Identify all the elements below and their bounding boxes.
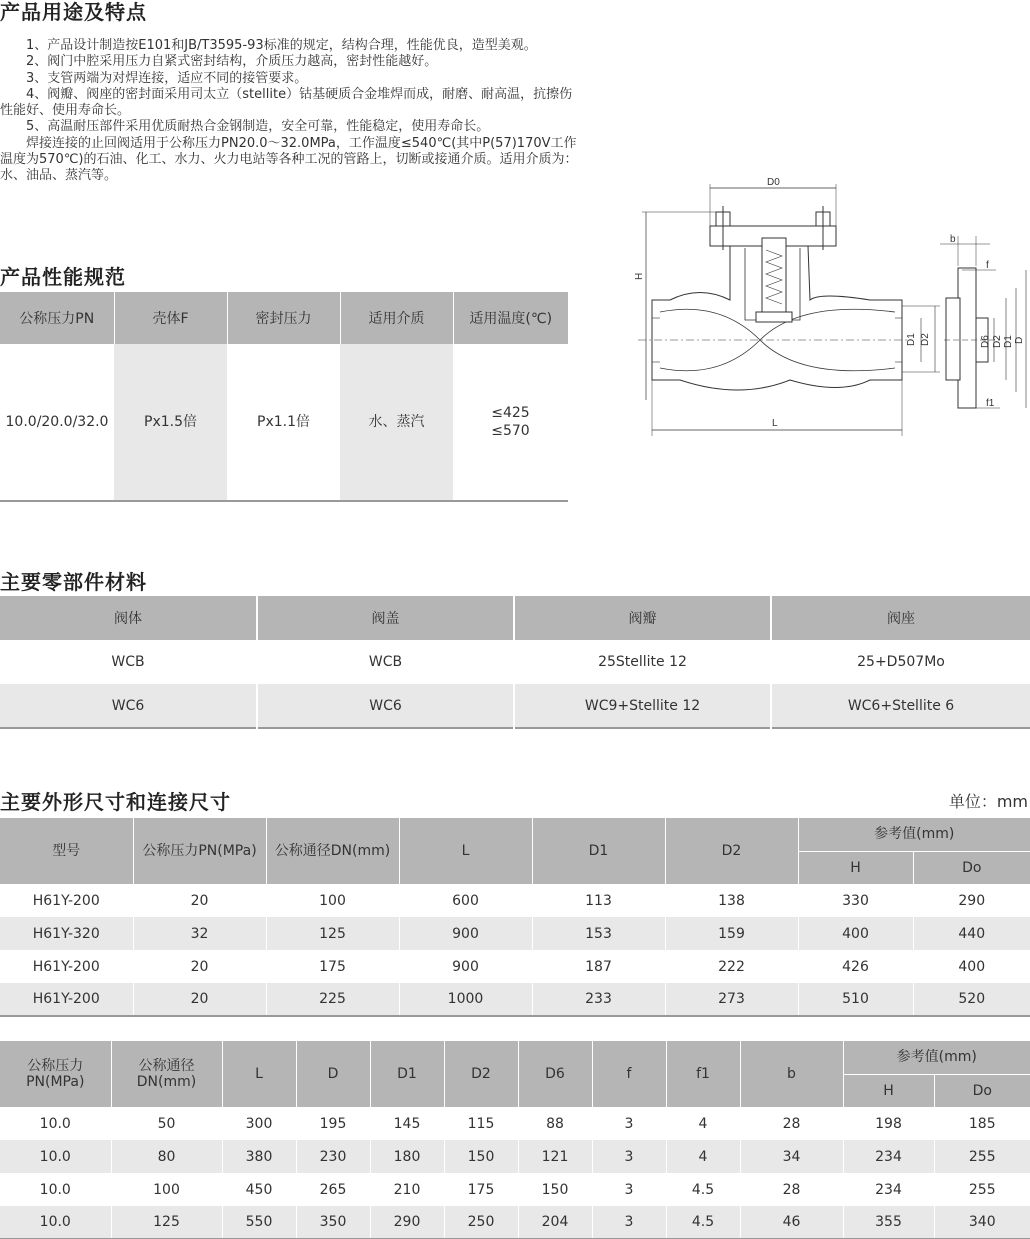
- uses-paragraph: 4、阀瓣、阀座的密封面采用司太立（stellite）钴基硬质合金堆焊而成，耐磨、耐高温，抗擦伤性能好、使用寿命长。: [0, 86, 573, 119]
- dim-label-d1: D1: [906, 333, 917, 346]
- perf-temp-1: ≤425: [491, 405, 530, 421]
- table-cell: 150: [444, 1140, 518, 1173]
- table-cell: 330: [798, 884, 913, 917]
- section-title-uses: 产品用途及特点: [0, 0, 147, 24]
- table-cell: 290: [370, 1206, 444, 1239]
- table-cell: 234: [843, 1140, 934, 1173]
- dim2-header-h: H: [843, 1074, 934, 1107]
- dim1-header-d2: D2: [665, 818, 798, 884]
- table-cell: 150: [518, 1173, 592, 1206]
- table-cell: 510: [798, 983, 913, 1016]
- table-row: [0, 950, 1030, 983]
- uses-paragraph: 3、支管两端为对焊连接，适应不同的接管要求。: [0, 70, 308, 86]
- dimensions-table-1: [0, 818, 1030, 1017]
- table-row: [0, 1173, 1030, 1206]
- table-cell: 175: [266, 950, 399, 983]
- table-cell: 138: [665, 884, 798, 917]
- table-cell: 440: [958, 925, 986, 942]
- dim1-header-h: H: [798, 851, 913, 884]
- dim2-header-d1: D1: [370, 1041, 444, 1107]
- dim2-header-dn: 公称通径DN(mm): [111, 1041, 222, 1107]
- table-cell: H61Y-200: [0, 950, 133, 983]
- table-cell: 125: [111, 1206, 222, 1239]
- table-cell: 198: [843, 1107, 934, 1140]
- dim1-header-l: L: [399, 818, 532, 884]
- dim-label-right-d1: D1: [1003, 335, 1014, 348]
- table-cell: 10.0: [0, 1173, 111, 1206]
- table-cell: 20: [133, 950, 266, 983]
- table-cell: 4.5: [666, 1173, 740, 1206]
- materials-cell: WC6: [0, 684, 257, 728]
- table-cell: 180: [370, 1140, 444, 1173]
- table-cell: 159: [665, 917, 798, 950]
- table-cell: 4: [666, 1107, 740, 1140]
- dim2-header-f: f: [592, 1041, 666, 1107]
- table-cell: 230: [296, 1140, 370, 1173]
- table-cell: 80: [111, 1140, 222, 1173]
- table-cell: 46: [740, 1206, 843, 1239]
- dim1-header-do: Do: [913, 851, 1030, 884]
- table-cell: 88: [518, 1107, 592, 1140]
- dim-label-h: H: [634, 272, 645, 280]
- dim-label-f1: f1: [986, 398, 995, 409]
- table-cell: 100: [111, 1173, 222, 1206]
- dim2-header-do: Do: [934, 1074, 1030, 1107]
- perf-header-pn: 公称压力PN: [0, 292, 114, 344]
- table-cell: 290: [958, 892, 986, 909]
- table-cell: 900: [399, 950, 532, 983]
- dim2-header-f1: f1: [666, 1041, 740, 1107]
- table-cell: 115: [444, 1107, 518, 1140]
- dim2-header-d2: D2: [444, 1041, 518, 1107]
- table-cell: 185: [968, 1115, 996, 1132]
- perf-header-temp: 适用温度(℃): [453, 292, 568, 344]
- section-title-performance: 产品性能规范: [0, 265, 126, 289]
- materials-cell: WCB: [0, 640, 257, 684]
- table-cell: 350: [296, 1206, 370, 1239]
- dimensions-table-2: [0, 1041, 1030, 1239]
- table-cell: 125: [266, 917, 399, 950]
- table-cell: 153: [532, 917, 665, 950]
- dim-label-d: D: [1014, 336, 1025, 344]
- perf-header-medium: 适用介质: [340, 292, 453, 344]
- table-row: [0, 917, 1030, 950]
- dim-label-right-d2: D2: [992, 335, 1003, 348]
- table-cell: 3: [592, 1140, 666, 1173]
- table-cell: 900: [399, 917, 532, 950]
- dim2-header-d: D: [296, 1041, 370, 1107]
- table-cell: 10.0: [0, 1140, 111, 1173]
- table-cell: 380: [222, 1140, 296, 1173]
- uses-paragraphs: [0, 38, 582, 185]
- materials-header-disc: 阀瓣: [514, 596, 771, 640]
- table-cell: 50: [111, 1107, 222, 1140]
- table-cell: 600: [399, 884, 532, 917]
- table-row: [0, 983, 1030, 1016]
- table-cell: 450: [222, 1173, 296, 1206]
- dim2-header-b: b: [740, 1041, 843, 1107]
- dim2-header-pn: 公称压力PN(MPa): [0, 1041, 111, 1107]
- uses-paragraph: 5、高温耐压部件采用优质耐热合金钢制造，安全可靠，性能稳定，使用寿命长。: [0, 119, 490, 135]
- table-row: [0, 684, 1030, 728]
- table-cell: H61Y-320: [0, 917, 133, 950]
- table-cell: 255: [968, 1148, 996, 1165]
- perf-temp-2: ≤570: [491, 423, 530, 439]
- table-row: [0, 1107, 1030, 1140]
- dim-label-d0: D0: [767, 177, 780, 188]
- table-cell: 250: [444, 1206, 518, 1239]
- table-cell: 10.0: [0, 1206, 111, 1239]
- uses-paragraph: 1、产品设计制造按E101和JB/T3595-93标准的规定，结构合理，性能优良，造型美观。: [0, 38, 537, 53]
- table-cell: 255: [968, 1181, 996, 1198]
- table-cell: 4.5: [666, 1206, 740, 1239]
- table-cell: 145: [370, 1107, 444, 1140]
- table-cell: 100: [266, 884, 399, 917]
- table-cell: 340: [968, 1214, 996, 1230]
- table-cell: 550: [222, 1206, 296, 1239]
- table-cell: 4: [666, 1140, 740, 1173]
- section-title-materials: 主要零部件材料: [0, 570, 147, 594]
- materials-cell: 25Stellite 12: [514, 640, 771, 684]
- table-cell: 195: [296, 1107, 370, 1140]
- table-cell: 175: [444, 1173, 518, 1206]
- materials-cell: WCB: [257, 640, 514, 684]
- section-title-dimensions: 主要外形尺寸和连接尺寸: [0, 790, 231, 814]
- table-cell: 1000: [399, 983, 532, 1016]
- table-cell: 20: [133, 983, 266, 1016]
- materials-table: [0, 596, 1030, 729]
- perf-cell-shell: Px1.5倍: [114, 344, 227, 501]
- table-cell: 32: [133, 917, 266, 950]
- dim-label-d2: D2: [920, 333, 931, 346]
- table-cell: 273: [665, 983, 798, 1016]
- dim1-header-d1: D1: [532, 818, 665, 884]
- table-cell: 265: [296, 1173, 370, 1206]
- table-cell: H61Y-200: [0, 983, 133, 1016]
- dim-label-b: b: [950, 234, 956, 245]
- table-cell: 233: [532, 983, 665, 1016]
- materials-header-seat: 阀座: [771, 596, 1030, 640]
- table-cell: 234: [843, 1173, 934, 1206]
- table-cell: 187: [532, 950, 665, 983]
- table-cell: 3: [592, 1107, 666, 1140]
- dim2-header-d6: D6: [518, 1041, 592, 1107]
- table-cell: 300: [222, 1107, 296, 1140]
- table-cell: 222: [665, 950, 798, 983]
- table-row: [0, 344, 568, 501]
- dim1-header-dn: 公称通径DN(mm): [266, 818, 399, 884]
- table-cell: 355: [843, 1206, 934, 1239]
- dim2-header-ref: 参考值(mm): [843, 1041, 1030, 1074]
- materials-cell: WC6+Stellite 6: [847, 697, 955, 714]
- table-row: [0, 884, 1030, 917]
- table-cell: 3: [592, 1173, 666, 1206]
- perf-header-seal: 密封压力: [227, 292, 340, 344]
- dim-label-f: f: [986, 260, 989, 271]
- unit-label: 单位：mm: [948, 792, 1028, 811]
- table-cell: 28: [740, 1107, 843, 1140]
- dim2-header-l: L: [222, 1041, 296, 1107]
- table-cell: H61Y-200: [0, 884, 133, 917]
- dim-label-d6: D6: [980, 335, 991, 348]
- perf-cell-seal: Px1.1倍: [257, 414, 310, 430]
- uses-paragraph: 焊接连接的止回阀适用于公称压力PN20.0～32.0MPa，工作温度≤540℃(其中P(57)170V工作温度为570℃)的石油、化工、水力、火力电站等各种工况的管路上，切断或接通介质。适用介质为：水、油品、蒸汽等。: [0, 135, 578, 184]
- table-cell: 34: [740, 1140, 843, 1173]
- table-cell: 426: [798, 950, 913, 983]
- dim1-header-pn: 公称压力PN(MPa): [133, 818, 266, 884]
- table-cell: 113: [532, 884, 665, 917]
- materials-cell: 25+D507Mo: [857, 654, 945, 670]
- materials-cell: WC9+Stellite 12: [514, 684, 771, 728]
- perf-cell-medium: 水、蒸汽: [340, 344, 453, 501]
- table-cell: 210: [370, 1173, 444, 1206]
- dim-label-l: L: [772, 418, 778, 429]
- table-cell: 3: [592, 1206, 666, 1239]
- table-cell: 400: [958, 958, 986, 975]
- materials-header-bonnet: 阀盖: [257, 596, 514, 640]
- table-cell: 520: [958, 991, 986, 1007]
- materials-header-body: 阀体: [0, 596, 257, 640]
- perf-cell-pn: 10.0/20.0/32.0: [5, 414, 109, 430]
- valve-diagram: [628, 168, 1030, 448]
- table-row: [0, 1140, 1030, 1173]
- dim1-header-ref: 参考值(mm): [798, 818, 1030, 851]
- uses-paragraph: 2、阀门中腔采用压力自紧式密封结构，介质压力越高，密封性能越好。: [0, 54, 438, 70]
- dim1-header-model: 型号: [0, 818, 133, 884]
- table-cell: 121: [518, 1140, 592, 1173]
- table-row: [0, 1206, 1030, 1239]
- table-cell: 400: [798, 917, 913, 950]
- table-cell: 28: [740, 1173, 843, 1206]
- table-row: [0, 640, 1030, 684]
- perf-cell-temp: [453, 344, 568, 501]
- materials-cell: WC6: [257, 684, 514, 728]
- table-cell: 20: [133, 884, 266, 917]
- table-cell: 10.0: [0, 1107, 111, 1140]
- table-cell: 204: [518, 1206, 592, 1239]
- performance-table: [0, 292, 568, 502]
- perf-header-shell: 壳体F: [114, 292, 227, 344]
- table-cell: 225: [266, 983, 399, 1016]
